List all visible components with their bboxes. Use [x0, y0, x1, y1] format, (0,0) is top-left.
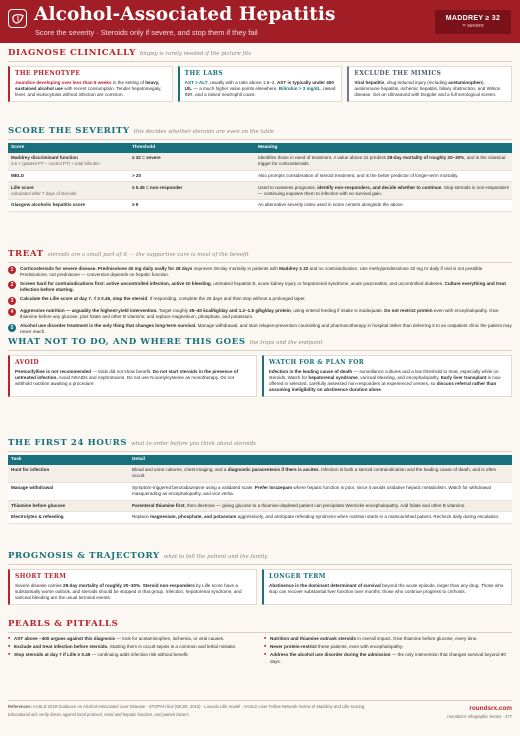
card-text: Early liver transplant [440, 374, 487, 380]
card-text: with recent consumption. Tender hepatomegaly, fever, and leukocytosis without infection are common. [15, 85, 162, 98]
step-number: 2 [8, 281, 16, 289]
meaning-text: , and is the classical trigger for corticosteroids. [257, 155, 506, 167]
list-item [264, 636, 512, 642]
score-threshold: ≥ 0.45 = non-responder [129, 182, 255, 200]
step-text: and no contraindication. Use methylprednisolone 32 mg IV daily if oral is not possible. Prednisolone, not prednisone — conversion depends on hepatic function. [20, 265, 484, 277]
treat-section [8, 249, 512, 339]
detail-bold: Prefer lorazepam [254, 485, 293, 490]
table-row [8, 512, 512, 524]
card-text: Abstinence is the dominant determinant of survival [269, 582, 381, 588]
step-text: . If responding, complete the 28 days and then stop without a prolonged taper. [147, 296, 306, 302]
short-term-card [8, 569, 257, 606]
pitfalls-section [8, 619, 512, 667]
score-threshold: ≥ 32 = severe [129, 153, 255, 170]
list-item [264, 644, 512, 650]
card-text: by Lille score have a substantially worse outlook, and steroids should be stopped in that group. Infection, hepatorenal syndrome, and variceal bleeding are the usual terminal events. [15, 582, 242, 601]
treat-step [8, 308, 512, 320]
step-number: 1 [8, 266, 16, 274]
treat-step [8, 281, 512, 293]
item-text: — the only intervention that changes survival beyond 90 days. [270, 652, 506, 664]
list-item [264, 652, 512, 664]
card-text: — surveillance cultures and a low threshold to treat, especially while on steroids. Watch for [269, 368, 499, 380]
card-title: AVOID [15, 358, 40, 366]
score-sub: 4.6 × (patient PT − control PT) + total bilirubin [11, 161, 100, 167]
step-bold: Do not restrict protein [384, 307, 433, 313]
item-bold: AST above ~400 argues against this diagnosis [14, 635, 116, 641]
card-title: EXCLUDE THE MIMICS [354, 69, 442, 77]
pitfalls-right-list [264, 636, 512, 667]
item-text: — look for acetaminophen, ischemia, or viral causes. [115, 635, 225, 641]
column-header: Detail [129, 455, 512, 465]
step-text: even with encephalopathy. Give thiamine before any glucose, plus folate and other B vitamins; and replace magnesium, phosphate, and potassium. [20, 307, 499, 320]
column-header: Meaning [255, 143, 512, 153]
meaning-text: Used to reassess prognosis, [257, 184, 318, 190]
score-name: Lille score [11, 184, 34, 190]
step-number: 3 [8, 297, 16, 305]
card-text: is now offered in selected, carefully assessed non-responders at experienced centers, so [269, 374, 501, 387]
table-header-row [8, 143, 512, 153]
task-name: Manage withdrawal [8, 482, 129, 500]
section-note: this decides whether steroids are even on the table [133, 129, 275, 135]
section-note: what to order before you think about steroids [131, 441, 256, 447]
section-note: steroids are a small part of it — the supportive care is most of the benefit [47, 252, 249, 258]
disclaimer: Educational aid; verify doses against local protocol, renal and hepatic function, and patient factors. [8, 711, 191, 717]
table-header-row [8, 455, 512, 465]
detail-text: Blood and urine cultures, chest imaging, and a [131, 467, 228, 473]
score-section [8, 126, 512, 212]
list-item [8, 636, 256, 642]
watch-card [262, 355, 512, 398]
step-bold: 35–40 kcal/kg/day and 1.2–1.5 g/kg/day protein [189, 307, 291, 313]
section-title: WHAT NOT TO DO, AND WHERE THIS GOES [8, 337, 246, 347]
table-row [8, 482, 512, 500]
detail-text: Replace [131, 514, 151, 520]
meaning-text: Also prompts consideration of steroid treatment, and is the better predictor of longer-term mortality. [257, 173, 459, 178]
phenotype-card [8, 66, 173, 103]
meaning-bold: 28-day mortality of roughly 20–30% [387, 155, 465, 161]
detail-text: Symptom-triggered benzodiazepine using a validated scale. [131, 485, 255, 490]
labs-card [178, 66, 343, 103]
prognosis-section [8, 551, 512, 605]
card-text: Severe disease carries [15, 582, 64, 588]
footer [8, 700, 512, 717]
card-text: ), autoimmune hepatitis, ischemic hepatitis, biliary obstruction, and Wilson disease. Get an Ultrasound with Doppler and a full serological screen. [354, 79, 501, 98]
section-title: DIAGNOSE CLINICALLY [8, 48, 136, 58]
item-text: these patients, even with encephalopathy. [316, 643, 404, 649]
section-title: PEARLS & PITFALLS [8, 619, 119, 629]
column-header: Task [8, 455, 129, 465]
card-text: Avoid NSAIDs and nephrotoxins. Do not use N-acetylcysteine as monotherapy. Do not withhold nutrition awaiting a procedure. [15, 374, 234, 387]
card-text: 28-day mortality of roughly 20–30% [63, 582, 141, 588]
step-text: improves 28-day mortality in patients with [192, 265, 280, 271]
step-bold: Aggressive nutrition — arguably the highest-yield intervention. [20, 307, 158, 313]
references-text: AASLD 2019 Guidance on Alcohol-Associated Liver Disease · STOPAH trial (NEJM, 2015) · Louvain Lille model · AASLD Liver Fellow Network review of Maddrey and Lille scoring. [31, 704, 366, 709]
meaning-bold: identify non-responders, and decide whether to continue [317, 184, 442, 190]
brand-link[interactable]: roundsrx.com [469, 705, 512, 712]
section-note: biopsy is rarely needed if the picture fits [139, 51, 252, 57]
step-text: Target roughly [157, 307, 190, 313]
step-bold: Culture everything and treat infection before starting. [20, 280, 506, 293]
column-header: Threshold [129, 143, 255, 153]
card-title: THE PHENOTYPE [15, 69, 81, 77]
card-text: — trials did not show benefit. [91, 368, 153, 374]
first24-section [8, 438, 512, 524]
liver-icon [12, 13, 24, 25]
card-title: THE LABS [184, 69, 223, 77]
detail-text: , then dextrose — giving glucose to a thiamine-depleted patient can precipitate Wernicke encephalopathy. Add folate and other B vitamins. [184, 502, 466, 508]
section-header [8, 337, 512, 351]
task-name: Thiamine before glucose [8, 500, 129, 512]
badge-main: MADDREY ≥ 32 [445, 15, 501, 22]
step-bold: Prednisolone 40 mg daily orally for 28 days [97, 265, 193, 271]
step-number: 4 [8, 308, 16, 316]
references-label: References: [8, 704, 32, 709]
card-text: Viral hepatitis [354, 79, 385, 85]
page-subtitle: Score the severity · Steroids only if severe, and stop them if they fail [35, 28, 258, 37]
section-header [8, 438, 512, 452]
table-row [8, 465, 512, 482]
treat-step [8, 296, 512, 305]
not-do-section [8, 337, 512, 397]
card-text: Pentoxifylline is not recommended [15, 368, 92, 374]
detail-bold: diagnostic paracentesis if there is ascites [227, 467, 319, 473]
step-bold: Maddrey ≥ 32 [279, 265, 309, 271]
card-text: Infection is the leading cause of death [269, 368, 353, 374]
card-title: LONGER TERM [269, 572, 326, 580]
logo [8, 9, 27, 28]
card-text: , raised INR, and a raised neutrophil count. [184, 85, 336, 98]
score-name: Glasgow alcoholic hepatitis score [11, 202, 86, 208]
card-text: . [380, 387, 383, 393]
item-bold: Never protein-restrict [270, 643, 317, 649]
card-title: WATCH FOR & PLAN FOR [269, 358, 365, 366]
pitfalls-left-list [8, 636, 256, 667]
avoid-card [8, 355, 257, 398]
score-sub: calculated after 7 days of steroids [11, 190, 77, 196]
item-text: in overall impact. Give thiamine before glucose, every time. [356, 635, 478, 641]
card-text: . [140, 582, 143, 588]
step-bold: Alcohol use disorder treatment is the only thing that changes long-term survival. [20, 323, 197, 329]
mimics-card [347, 66, 512, 103]
list-item [8, 652, 256, 658]
step-text: , using enteral feeding if intake is inadequate. [290, 307, 385, 313]
page-title: Alcohol-Associated Hepatitis [34, 4, 336, 25]
card-text: heavy, sustained alcohol use [15, 79, 160, 91]
item-bold: Address the alcohol use disorder during the admission [270, 652, 391, 658]
card-text: Bilirubin > 3 mg/dL [278, 85, 321, 91]
table-row [8, 182, 512, 200]
meaning-text: Identifies those in need of treatment. A value above 32 predicts [257, 155, 388, 161]
column-header: Score [8, 143, 129, 153]
step-text: , untreated hepatitis B, acute kidney injury or hepatorenal syndrome, acute pancreatitis, and uncontrolled diabetes. [210, 280, 445, 286]
section-note: what to tell the patient and the family [163, 554, 268, 560]
header-banner [0, 0, 520, 43]
card-text: , drug-induced injury (including [384, 79, 449, 85]
table-row [8, 153, 512, 170]
score-name: MELD [11, 173, 25, 178]
step-bold: Screen hard for contraindications first: active uncontrolled infection, active GI bleeding [20, 280, 211, 286]
score-threshold: > 20 [129, 170, 255, 182]
card-text: , usually with a ratio above 1.5–2. [207, 79, 277, 85]
card-text: AST is typically under 400 U/L [184, 79, 334, 91]
series-label: roundsrx's Infographic Series · 477 [447, 713, 512, 719]
meaning-text: . Stop steroids in non-responders — continuing exposes them to infection with no survival gain. [257, 184, 509, 196]
item-text: Starting them in occult sepsis is a common and lethal mistake. [108, 643, 237, 649]
task-name: Hunt for infection [8, 465, 129, 482]
diagnose-section [8, 48, 512, 102]
card-text: Steroid non-responders [142, 582, 195, 588]
meaning-text: An alternative severity index used in some centers alongside the above. [257, 202, 405, 208]
step-number: 5 [8, 324, 16, 332]
first24-table [8, 455, 512, 524]
card-text: Do not start steroids in the presence of untreated infection. [15, 368, 239, 380]
score-table [8, 143, 512, 212]
badge-sub: = severe [462, 23, 484, 30]
table-row [8, 500, 512, 512]
card-text: acetaminophen [448, 79, 482, 85]
list-item [8, 644, 256, 650]
section-title: PROGNOSIS & TRAJECTORY [8, 551, 160, 561]
section-header [8, 619, 512, 633]
section-header [8, 126, 512, 140]
card-text: beyond the acute episode, larger than any drug. Those who stop can recover substantial liver function over months; those who continue progress to cirrhosis. [269, 582, 504, 594]
table-row [8, 170, 512, 182]
section-title: SCORE THE SEVERITY [8, 126, 130, 136]
card-text: discuss referral rather than assuming ineligibility on abstinence duration alone [269, 381, 497, 393]
section-title: TREAT [8, 249, 44, 259]
long-term-card [262, 569, 512, 606]
severity-badge [435, 10, 511, 34]
item-bold: Stop steroids at day 7 if Lille ≥ 0.45 [14, 652, 91, 658]
task-name: Electrolytes & refeeding [8, 512, 129, 524]
item-bold: Exclude and treat infection before steroids. [14, 643, 109, 649]
card-text: AST > ALT [184, 79, 208, 85]
detail-bold: Parenteral thiamine first [131, 502, 185, 508]
card-text: in the setting of [111, 79, 146, 85]
section-header [8, 249, 512, 263]
detail-bold: magnesium, phosphate, and potassium [150, 514, 237, 520]
section-header [8, 551, 512, 565]
detail-text: where hepatic function is poor, since it avoids oxidative hepatic metabolism. Watch for withdrawal masquerading as encephalopathy, and vice versa. [131, 485, 491, 497]
item-bold: Nutrition and thiamine outrank steroids [270, 635, 357, 641]
step-text: If [92, 296, 98, 302]
item-text: — continuing adds infection risk without benefit. [90, 652, 189, 658]
step-bold: Calculate the Lille score at day 7. [20, 296, 93, 302]
detail-text: . Infection is both a steroid contraindication and the leading cause of death, and is often occult. [131, 467, 497, 479]
card-text: hepatorenal syndrome [308, 374, 358, 380]
table-row [8, 200, 512, 212]
step-text: Manage withdrawal, and start relapse-prevention counseling and pharmacotherapy in hospital rather than deferring it to an outpatient clinic the patient may never reach. [20, 323, 512, 335]
section-title: THE FIRST 24 HOURS [8, 438, 128, 448]
score-threshold: ≥ 9 [129, 200, 255, 212]
detail-text: aggressively, and anticipate refeeding syndrome when nutrition starts in a malnourished patient. Recheck daily during escalation. [236, 514, 500, 520]
step-bold: Corticosteroids for severe disease. [20, 265, 97, 271]
section-header [8, 48, 512, 62]
card-text: Jaundice developing over less than 8 weeks [15, 79, 112, 85]
treat-step [8, 266, 512, 278]
card-title: SHORT TERM [15, 572, 67, 580]
card-text: , variceal bleeding, and encephalopathy. [357, 374, 441, 380]
step-bold: ≥ 0.45, stop the steroid [97, 296, 148, 302]
section-note: the traps and the endpoint [249, 340, 323, 346]
score-name: Maddrey discriminant function [11, 155, 78, 161]
treat-step [8, 323, 512, 335]
card-text: — a much higher value points elsewhere. [192, 85, 279, 91]
